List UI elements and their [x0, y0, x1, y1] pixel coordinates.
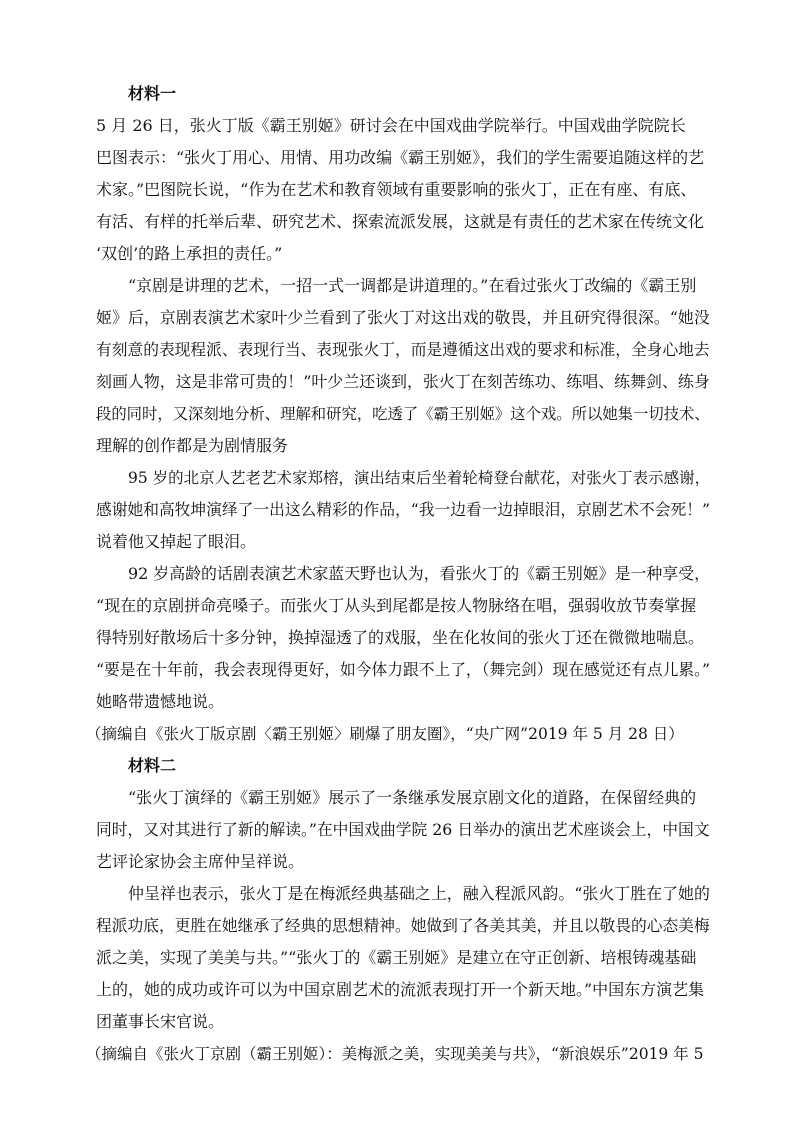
paragraph-line: 同时，又对其进行了新的解读。”在中国戏曲学院 26 日举办的演出艺术座谈会上，中国文 [96, 820, 710, 839]
paragraph-line: “张火丁演绎的《霸王别姬》展示了一条继承发展京剧文化的道路，在保留经典的 [128, 788, 697, 807]
paragraph-line: “现在的京剧拼命亮嗓子。而张火丁从头到尾都是按人物脉络在唱，强弱收放节奏掌握 [96, 596, 697, 615]
paragraph-line: “要是在十年前，我会表现得更好，如今体力跟不上了，（舞完剑）现在感觉还有点儿累。” [96, 660, 710, 679]
paragraph-line: 仲呈祥也表示，张火丁是在梅派经典基础之上，融入程派风韵。“张火丁胜在了她的 [128, 884, 710, 903]
paragraph-line: 她略带遗憾地说。 [96, 692, 225, 711]
paragraph-line: 姬》后，京剧表演艺术家叶少兰看到了张火丁对这出戏的敬畏，并且研究得很深。“她没 [96, 308, 710, 327]
paragraph-line: 程派功底，更胜在她继承了经典的思想精神。她做到了各美其美，并且以敬畏的心态美梅 [96, 916, 710, 935]
paragraph-line: 刻画人物，这是非常可贵的！”叶少兰还谈到，张火丁在刻苦练功、练唱、练舞剑、练身 [96, 372, 710, 391]
paragraph-line: 说着他又掉起了眼泪。 [96, 532, 257, 551]
paragraph-line: ‘双创’的路上承担的责任。” [96, 244, 283, 263]
paragraph-line: 巴图表示：“张火丁用心、用情、用功改编《霸王别姬》，我们的学生需要追随这样的艺 [96, 148, 705, 167]
paragraph-line: 术家。”巴图院长说，“作为在艺术和教育领域有重要影响的张火丁，正在有座、有底、 [96, 180, 697, 199]
section-heading-material-one: 材料一 [128, 84, 177, 103]
paragraph-line: 92 岁高龄的话剧表演艺术家蓝天野也认为，看张火丁的《霸王别姬》是一种享受， [128, 564, 711, 583]
paragraph-line: 艺评论家协会主席仲呈祥说。 [96, 852, 305, 871]
source-citation: （摘编自《张火丁版京剧〈霸王别姬〉刷爆了朋友圈》，“央广网”2019 年 5 月 28 日） [86, 725, 684, 743]
paragraph-line: 团董事长宋官说。 [96, 1012, 225, 1031]
paragraph-line: “京剧是讲理的艺术，一招一式一调都是讲道理的。”在看过张火丁改编的《霸王别 [128, 276, 697, 295]
source-citation: （摘编自《张火丁京剧（霸王别姬）：美梅派之美，实现美美与共》，“新浪娱乐”2019 年 5 [86, 1045, 704, 1063]
paragraph-line: 95 岁的北京人艺老艺术家郑榕，演出结束后坐着轮椅登台献花，对张火丁表示感谢， [128, 469, 711, 487]
paragraph-line: 得特别好散场后十多分钟，换掉湿透了的戏服，坐在化妆间的张火丁还在微微地喘息。 [96, 628, 705, 647]
paragraph-line: 上的，她的成功或许可以为中国京剧艺术的流派表现打开一个新天地。”中国东方演艺集 [96, 980, 705, 999]
paragraph-line: 有刻意的表现程派、表现行当、表现张火丁，而是遵循这出戏的要求和标准，全身心地去 [96, 340, 710, 359]
paragraph-line: 理解的创作都是为剧情服务 [96, 436, 289, 455]
paragraph-line: 有活、有样的托举后辈、研究艺术、探索流派发展，这就是有责任的艺术家在传统文化 [96, 212, 705, 231]
paragraph-line: 感谢她和高牧坤演绎了一出这么精彩的作品，“我一边看一边掉眼泪，京剧艺术不会死！” [96, 500, 710, 519]
paragraph-line: 派之美，实现了美美与共。”“张火丁的《霸王别姬》是建立在守正创新、培根铸魂基础 [96, 948, 697, 967]
paragraph-line: 段的同时，又深刻地分析、理解和研究，吃透了《霸王别姬》这个戏。所以她集一切技术、 [96, 405, 710, 423]
section-heading-material-two: 材料二 [128, 756, 177, 775]
paragraph-line: 5 月 26 日，张火丁版《霸王别姬》研讨会在中国戏曲学院举行。中国戏曲学院院长 [96, 116, 686, 135]
